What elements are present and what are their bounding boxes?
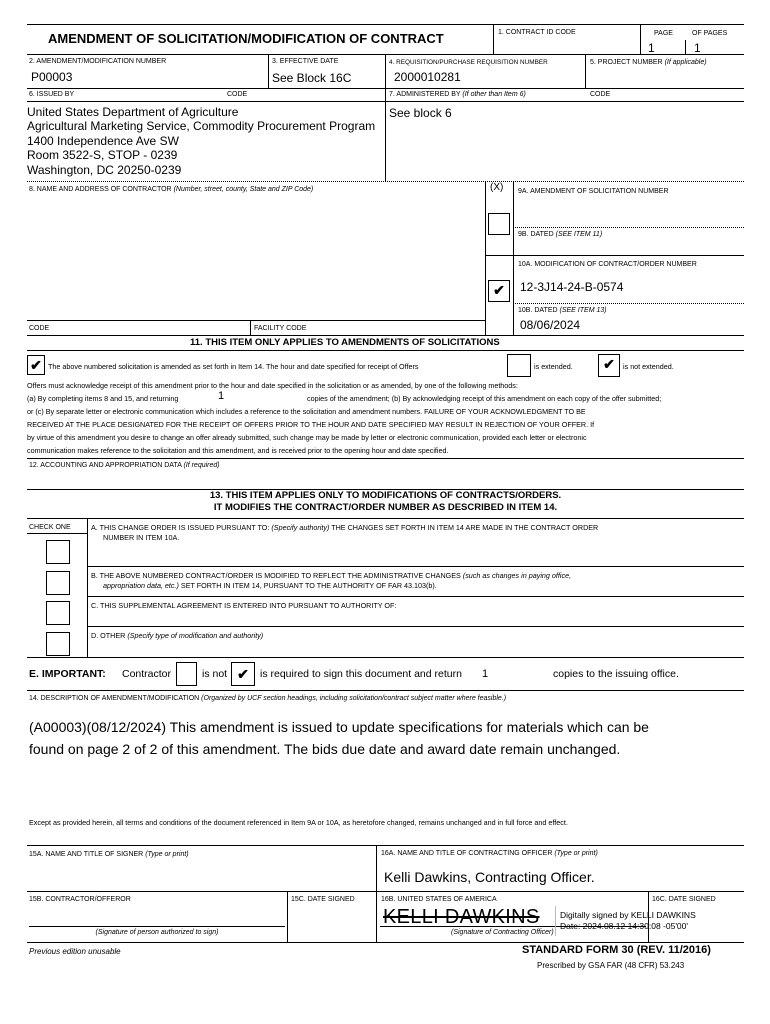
15c-label: 15C. DATE SIGNED	[291, 896, 355, 903]
officer-signature-caption: (Signature of Contracting Officer)	[451, 929, 554, 936]
item-14-text: 14. DESCRIPTION OF AMENDMENT/MODIFICATION	[29, 695, 200, 702]
digital-line2: Date: 2024.08.12 14:30:08 -05'00'	[560, 921, 689, 931]
item13-b-text: B. THE ABOVE NUMBERED CONTRACT/ORDER IS MODIFIED TO REFLECT THE ADMINISTRATIVE CHANGES	[91, 571, 461, 580]
amendment-number-value[interactable]: P00003	[31, 70, 73, 84]
9a-label: 9A. AMENDMENT OF SOLICITATION NUMBER	[518, 188, 669, 195]
project-number-label	[590, 58, 707, 67]
issued-by-address[interactable]	[27, 105, 375, 177]
item11-check-amended[interactable]: ✔	[27, 355, 45, 375]
important-required: is required to sign this document and return	[260, 668, 462, 680]
item-14-line2: found on page 2 of 2 of this amendment. The bids due date and award date remain unchanged.	[29, 741, 621, 757]
except-text: Except as provided herein, all terms and conditions of the document referenced in Item 9A or 10A, as heretofore changed, remains unchanged and in full force and effect.	[29, 818, 568, 827]
16a-text: 16A. NAME AND TITLE OF CONTRACTING OFFICER	[381, 850, 553, 857]
16a-value[interactable]: Kelli Dawkins, Contracting Officer.	[384, 869, 595, 885]
item13-d-text: D. OTHER	[91, 631, 126, 640]
important-copies[interactable]: 1	[482, 668, 489, 680]
issued-line: Agricultural Marketing Service, Commodity Procurement Program	[27, 119, 376, 134]
15b-label: 15B. CONTRACTOR/OFFEROR	[29, 896, 131, 903]
administered-by-text: 7. ADMINISTERED BY	[389, 91, 461, 98]
15a-label	[29, 850, 189, 859]
page-label: PAGE	[654, 30, 673, 37]
officer-signature[interactable]: KELLI DAWKINS	[383, 906, 540, 928]
10b-label	[518, 306, 607, 315]
contractor-code-label: CODE	[29, 325, 50, 332]
administered-code-label: CODE	[590, 91, 611, 98]
effective-date-value[interactable]: See Block 16C	[272, 71, 352, 85]
item-13-heading-line2: IT MODIFIES THE CONTRACT/ORDER NUMBER AS DESCRIBED IN ITEM 14.	[213, 502, 558, 513]
9a-checkbox[interactable]	[488, 213, 510, 235]
item-13-heading-line1: 13. THIS ITEM APPLIES ONLY TO MODIFICATIONS OF CONTRACTS/ORDERS.	[209, 490, 562, 501]
item13-b-line1	[91, 571, 571, 580]
important-is-checkbox[interactable]	[176, 662, 197, 686]
item11-line5: RECEIVED AT THE PLACE DESIGNATED FOR THE RECEIPT OF OFFERS PRIOR TO THE HOUR AND DATE SPECIFIED MAY RESULT IN REJECTION OF YOUR OFFER. If	[27, 420, 595, 429]
item11-not-extended-checkbox[interactable]: ✔	[598, 354, 620, 377]
item-12-label	[29, 461, 220, 470]
item11-line6: by virtue of this amendment you desire to change an offer already submitted, such change may be made by letter or electronic communication, provided each letter or electronic	[27, 433, 587, 442]
item11-line3b: copies of the amendment; (b) By acknowledging receipt of this amendment on each copy of the offer submitted;	[307, 394, 662, 403]
10b-suffix: (SEE ITEM 13)	[559, 307, 607, 314]
item13-a-line1	[91, 523, 598, 532]
16a-suffix: (Type or print)	[554, 850, 598, 857]
9b-label	[518, 230, 602, 239]
item-11-heading: 11. THIS ITEM ONLY APPLIES TO AMENDMENTS OF SOLICITATIONS	[190, 337, 500, 348]
item13-d-checkbox[interactable]	[46, 632, 70, 656]
contractor-suffix: (Number, street, county, State and ZIP Code)	[173, 186, 314, 193]
project-number-text: 5. PROJECT NUMBER	[590, 59, 663, 66]
of-pages-value[interactable]: 1	[694, 41, 701, 55]
check-one-label: CHECK ONE	[29, 524, 71, 531]
issued-by-label: 6. ISSUED BY	[29, 91, 75, 98]
x-column-label: (X)	[490, 182, 504, 193]
digital-line1: Digitally signed by KELLI DAWKINS	[560, 910, 696, 920]
item13-c-line: C. THIS SUPPLEMENTAL AGREEMENT IS ENTERED INTO PURSUANT TO AUTHORITY OF:	[91, 601, 397, 610]
important-is-not: is not	[202, 668, 228, 680]
important-copies-suffix: copies to the issuing office.	[553, 668, 679, 680]
item13-b-line2	[103, 581, 437, 590]
item-14-suffix: (Organized by UCF section headings, including solicitation/contract subject matter where feasible.)	[201, 695, 507, 702]
effective-date-label: 3. EFFECTIVE DATE	[272, 58, 339, 65]
administered-by-label	[389, 90, 526, 99]
10b-value[interactable]: 08/06/2024	[520, 318, 581, 332]
item13-b-checkbox[interactable]	[46, 571, 70, 595]
item13-a-rest: THE CHANGES SET FORTH IN ITEM 14 ARE MADE IN THE CONTRACT ORDER	[331, 523, 599, 532]
16a-label	[381, 849, 598, 858]
item13-d-italic: (Specify type of modification and authority)	[127, 631, 264, 640]
item-12-text: 12. ACCOUNTING AND APPROPRIATION DATA	[29, 462, 182, 469]
item-14-label	[29, 694, 506, 703]
important-contractor: Contractor	[122, 668, 172, 680]
administered-by-suffix: (If other than Item 6)	[462, 91, 526, 98]
contractor-signature-caption: (Signature of person authorized to sign)	[95, 929, 219, 936]
item11-line2: Offers must acknowledge receipt of this amendment prior to the hour and date specified in the solicitation or as amended, by one of the following methods:	[27, 381, 518, 390]
item-13-heading	[27, 490, 744, 514]
item-14-line1: (A00003)(08/12/2024) This amendment is issued to update specifications for materials which can be	[29, 719, 649, 735]
9b-text: 9B. DATED	[518, 231, 554, 238]
administered-by-value[interactable]: See block 6	[389, 106, 452, 120]
contractor-label	[29, 185, 313, 194]
issued-line: Room 3522-S, STOP - 0239	[27, 148, 178, 163]
requisition-number-value[interactable]: 2000010281	[394, 70, 461, 84]
of-pages-label: OF PAGES	[692, 30, 728, 37]
item13-b-text2: SET FORTH IN ITEM 14, PURSUANT TO THE AUTHORITY OF FAR 43.103(b).	[180, 581, 437, 590]
item13-b-italic: (such as changes in paying office,	[462, 571, 572, 580]
form-title: AMENDMENT OF SOLICITATION/MODIFICATION OF CONTRACT	[48, 31, 444, 46]
issued-code-label: CODE	[227, 91, 248, 98]
important-not-checkbox[interactable]: ✔	[231, 662, 255, 686]
15a-suffix: (Type or print)	[145, 851, 189, 858]
item11-line4: or (c) By separate letter or electronic communication which includes a reference to the solicitation and amendment numbers. FAILURE OF YOUR ACKNOWLEDGMENT TO BE	[27, 407, 586, 416]
item11-extended-checkbox[interactable]	[507, 354, 531, 377]
item11-copies-value[interactable]: 1	[218, 390, 225, 402]
9b-suffix: (SEE ITEM 11)	[555, 231, 603, 238]
10b-text: 10B. DATED	[518, 307, 558, 314]
item11-extended: is extended.	[534, 362, 573, 371]
item11-line1: The above numbered solicitation is amended as set forth in Item 14. The hour and date specified for receipt of Offers	[48, 362, 419, 371]
item11-not-extended: is not extended.	[623, 362, 674, 371]
16b-label: 16B. UNITED STATES OF AMERICA	[381, 896, 497, 903]
page-value[interactable]: 1	[648, 41, 655, 55]
project-number-suffix: (If applicable)	[664, 59, 707, 66]
issued-line: United States Department of Agriculture	[27, 105, 239, 119]
item11-line7: communication makes reference to the solicitation and this amendment, and is received prior to the opening hour and date specified.	[27, 446, 449, 455]
10a-checkbox[interactable]: ✔	[488, 280, 510, 302]
item13-c-checkbox[interactable]	[46, 601, 70, 625]
issued-line: 1400 Independence Ave SW	[27, 133, 179, 148]
item11-line3a: (a) By completing items 8 and 15, and returning	[27, 394, 179, 403]
item13-b-italic2: appropriation data, etc.)	[103, 581, 179, 590]
item-14-description[interactable]	[29, 716, 649, 760]
standard-form-label: STANDARD FORM 30 (REV. 11/2016)	[522, 944, 711, 956]
item-12-suffix: (If required)	[183, 462, 220, 469]
item13-a-italic: (Specify authority)	[271, 523, 330, 532]
digital-signature-stamp	[560, 910, 696, 932]
15a-text: 15A. NAME AND TITLE OF SIGNER	[29, 851, 144, 858]
16c-label: 16C. DATE SIGNED	[652, 896, 716, 903]
contractor-text: 8. NAME AND ADDRESS OF CONTRACTOR	[29, 186, 172, 193]
10a-value[interactable]: 12-3J14-24-B-0574	[520, 280, 624, 294]
issued-line: Washington, DC 20250-0239	[27, 162, 182, 177]
amendment-number-label: 2. AMENDMENT/MODIFICATION NUMBER	[29, 58, 167, 65]
item13-d-line	[91, 631, 263, 640]
item13-a-checkbox[interactable]	[46, 540, 70, 564]
important-label: E. IMPORTANT:	[29, 668, 106, 680]
item13-a-text: A. THIS CHANGE ORDER IS ISSUED PURSUANT TO:	[91, 523, 270, 532]
requisition-number-label: 4. REQUISITION/PURCHASE REQUISITION NUMBER	[389, 59, 548, 66]
previous-edition: Previous edition unusable	[29, 947, 121, 956]
contract-id-label: 1. CONTRACT ID CODE	[498, 29, 576, 36]
prescribed-label: Prescribed by GSA FAR (48 CFR) 53.243	[537, 961, 685, 970]
facility-code-label: FACILITY CODE	[254, 325, 307, 332]
10a-label: 10A. MODIFICATION OF CONTRACT/ORDER NUMBER	[518, 261, 697, 268]
item13-a-line2: NUMBER IN ITEM 10A.	[103, 533, 180, 542]
